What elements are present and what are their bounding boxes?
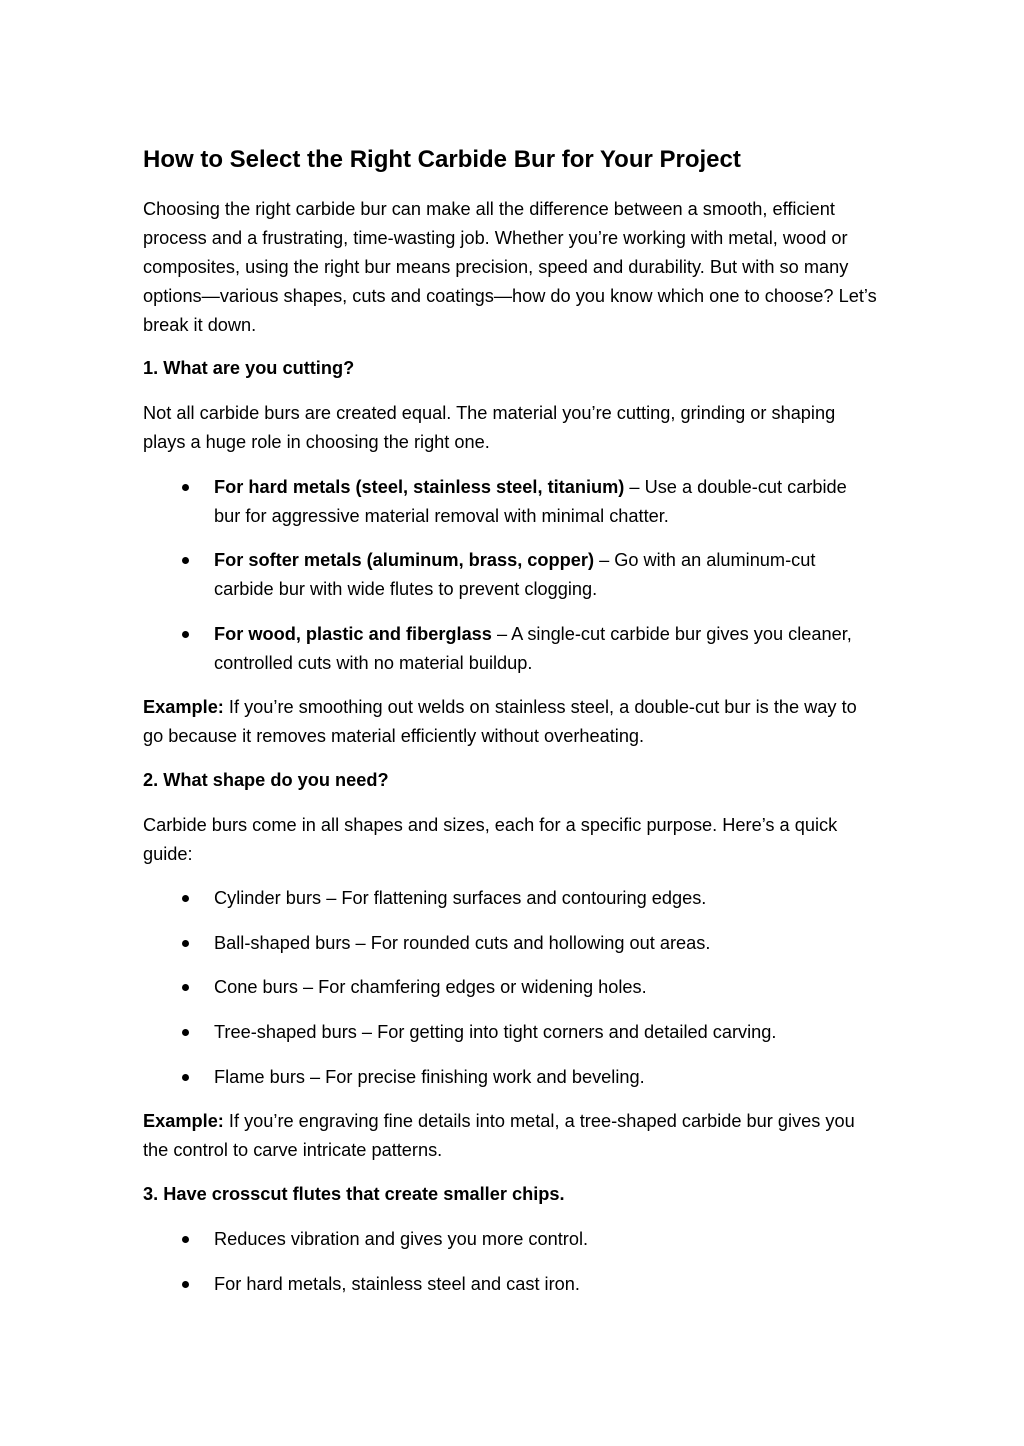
list-item-text: Cone burs – For chamfering edges or widening holes. <box>214 977 647 997</box>
bullet-icon <box>182 631 189 638</box>
bullet-icon <box>182 984 189 991</box>
list-item-text <box>214 546 869 604</box>
bullet-icon <box>182 557 189 564</box>
example-label: Example: <box>143 697 224 717</box>
example-text: If you’re smoothing out welds on stainless steel, a double-cut bur is the way to go because it removes material efficiently without overheating. <box>143 697 857 746</box>
list-item-bold: For wood, plastic and fiberglass <box>214 624 492 644</box>
section-2-paragraph: Carbide burs come in all shapes and sizes, each for a specific purpose. Here’s a quick guide: <box>143 815 838 864</box>
bullet-icon <box>182 484 189 491</box>
list-item-text <box>214 620 869 678</box>
intro-paragraph: Choosing the right carbide bur can make all the difference between a smooth, efficient process and a frustrating, time-wasting job. Whether you’re working with metal, wood or composites, using the right bur means precision, speed and durability. But with so many options—various shapes, cuts and coatings—how do you know which one to choose? Let’s break it down. <box>143 199 877 335</box>
list-item-detail: – Go with an aluminum-cut carbide bur with wide flutes to prevent clogging. <box>214 550 816 599</box>
section-3-heading: 3. Have crosscut flutes that create smaller chips. <box>143 1184 565 1204</box>
example-label: Example: <box>143 1111 224 1131</box>
example-text: If you’re engraving fine details into metal, a tree-shaped carbide bur gives you the control to carve intricate patterns. <box>143 1111 855 1160</box>
section-2-heading: 2. What shape do you need? <box>143 770 389 790</box>
bullet-icon <box>182 1074 189 1081</box>
list-item-text <box>214 473 869 531</box>
section-1-heading: 1. What are you cutting? <box>143 358 355 378</box>
list-item-text: For hard metals, stainless steel and cast iron. <box>214 1274 580 1294</box>
section-1-paragraph: Not all carbide burs are created equal. The material you’re cutting, grinding or shaping plays a huge role in choosing the right one. <box>143 403 836 452</box>
list-item-text: Flame burs – For precise finishing work and beveling. <box>214 1067 645 1087</box>
bullet-icon <box>182 1236 189 1243</box>
list-item-detail: – A single-cut carbide bur gives you cleaner, controlled cuts with no material buildup. <box>214 624 852 673</box>
bullet-icon <box>182 895 189 902</box>
list-item-bold: For softer metals (aluminum, brass, copper) <box>214 550 595 570</box>
bullet-icon <box>182 1029 189 1036</box>
list-item-bold: For hard metals (steel, stainless steel, titanium) <box>214 477 625 497</box>
example-paragraph <box>143 1107 878 1165</box>
list-item-text: Ball-shaped burs – For rounded cuts and hollowing out areas. <box>214 933 711 953</box>
example-paragraph <box>143 693 878 751</box>
document-title: How to Select the Right Carbide Bur for Your Project <box>143 146 741 173</box>
bullet-icon <box>182 940 189 947</box>
list-item-text: Cylinder burs – For flattening surfaces and contouring edges. <box>214 888 707 908</box>
list-item-text: Tree-shaped burs – For getting into tight corners and detailed carving. <box>214 1022 777 1042</box>
list-item-text: Reduces vibration and gives you more control. <box>214 1229 589 1249</box>
list-item-detail: – Use a double-cut carbide bur for aggressive material removal with minimal chatter. <box>214 477 847 526</box>
bullet-icon <box>182 1281 189 1288</box>
